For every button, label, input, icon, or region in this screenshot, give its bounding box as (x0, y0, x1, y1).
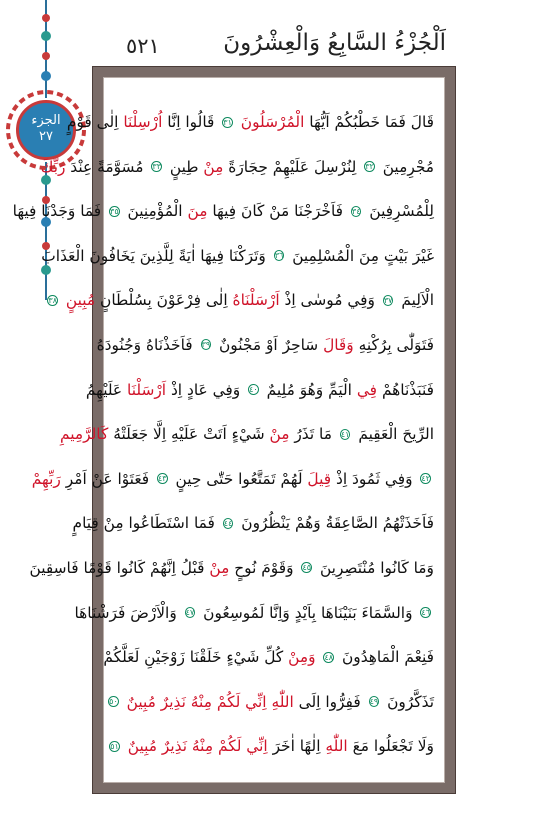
ayah-marker-icon: ٥١ (110, 741, 119, 751)
text-line (40, 145, 434, 190)
text-line (72, 501, 434, 546)
ayah-marker-icon: ٣٤ (351, 206, 361, 216)
text-segment: سَاحِرٌ اَوْ مَجْنُونٌ (214, 335, 324, 354)
text-segment: تَذَكَّرُونَ (382, 692, 434, 711)
page-header (100, 30, 450, 66)
text-segment: فَعَتَوْا عَنْ اَمْرِ (60, 469, 154, 488)
highlighted-word: مِنْ (203, 157, 224, 176)
juz-label: الجزء (31, 113, 61, 128)
text-line (85, 368, 434, 413)
ayah-marker-icon: ٣٩ (201, 340, 211, 350)
ayah-marker-icon: ٣٢ (365, 162, 374, 172)
text-segment: اِلٰى فِرْعَوْنَ بِسُلْطَانٍ (95, 291, 233, 310)
highlighted-word: قِيلَ (307, 469, 332, 488)
text-segment: عَلَيْهِمُ (85, 380, 128, 399)
highlighted-word: مِنْ (269, 425, 290, 444)
text-segment: وَفِي مُوسٰى اِذْ (279, 291, 380, 310)
text-segment: الرِّيحَ الْعَقِيمَ (353, 425, 434, 444)
text-segment: لِلْمُسْرِفِينَ (364, 202, 434, 221)
highlighted-word: اللّٰهِ اِنِّي لَكُمْ مِنْهُ نَذِيرٌ مُبِينٌ (126, 692, 294, 711)
text-line (12, 189, 434, 234)
ayah-marker-icon: ٣٧ (383, 295, 393, 305)
ayah-marker-icon: ٤٢ (421, 474, 430, 484)
highlighted-word: مِنْ (209, 558, 230, 577)
text-segment: مُسَوَّمَةً عِنْدَ (65, 157, 149, 176)
text-segment: اِلٰهًا اٰخَرَ (267, 737, 326, 756)
text-segment: وَالْاَرْضَ فَرَشْنَاهَا (74, 603, 182, 622)
text-segment: غَيْرَ بَيْتٍ مِنَ الْمُسْلِمِينَ (287, 246, 434, 265)
ayah-marker-icon: ٤٨ (324, 652, 334, 662)
highlighted-word: الْمُرْسَلُونَ (240, 113, 305, 131)
text-segment: فَتَوَلّٰى بِرُكْنِهِ (353, 335, 434, 354)
highlighted-word: رَبِّهِمْ (31, 469, 61, 488)
ayah-marker-icon: ٣٥ (110, 206, 119, 216)
text-line (31, 457, 434, 502)
highlighted-word: اَرْسَلْنَا (127, 380, 167, 399)
text-line (41, 234, 434, 279)
highlighted-word: اَرْسَلْنَاهُ (232, 291, 280, 310)
ayah-marker-icon: ٤٣ (158, 474, 167, 484)
juz-number: ٢٧ (39, 129, 53, 144)
highlighted-word: اِنِّي لَكُمْ مِنْهُ نَذِيرٌ مُبِينٌ (127, 737, 268, 756)
text-segment: وَفِي عَادٍ اِذْ (166, 380, 246, 399)
text-segment: لِنُرْسِلَ عَلَيْهِمْ حِجَارَةً (223, 157, 362, 176)
highlighted-word: مُبِينٍ (65, 291, 96, 310)
ayah-marker-icon: ٤٥ (302, 563, 312, 573)
text-segment: وَتَرَكْنَا فِيهَا اٰيَةً لِلَّذِينَ يَخَافُونَ الْعَذَابَ (41, 246, 271, 265)
text-segment: فَمَا اسْتَطَاعُوا مِنْ قِيَامٍ (72, 514, 220, 533)
ayah-marker-icon: ٣١ (223, 117, 232, 127)
text-segment: كُلِّ شَيْءٍ خَلَقْنَا زَوْجَيْنِ لَعَلَّكُمْ (103, 648, 289, 667)
text-segment: الْيَمِّ وَهُوَ مُلِيمٌ (261, 380, 357, 399)
text-segment: قَبْلُ اِنَّهُمْ كَانُوا قَوْمًا فَاسِقِينَ (29, 558, 210, 577)
text-segment: فَنِعْمَ الْمَاهِدُونَ (337, 648, 434, 667)
ayah-marker-icon: ٣٦ (274, 251, 284, 261)
text-segment: وَفِي ثَمُودَ اِذْ (331, 469, 418, 488)
text-line (60, 412, 434, 457)
highlighted-word: فِي (356, 380, 378, 399)
text-line (74, 591, 434, 636)
text-segment: طِينٍ (165, 157, 204, 176)
text-line (29, 546, 434, 591)
highlighted-word: مِنَ (187, 202, 208, 221)
text-segment: قَالُوا اِنَّا (162, 113, 220, 131)
ayah-marker-icon: ٤٧ (185, 608, 195, 618)
text-line (96, 323, 434, 368)
text-line (109, 680, 434, 725)
text-segment: الْمُؤْمِنِينَ (122, 202, 188, 221)
text-segment: اِلٰى قَوْمٍ (66, 113, 124, 131)
text-segment: وَلَا تَجْعَلُوا مَعَ (347, 737, 434, 756)
highlighted-word: اللّٰهِ (325, 737, 348, 756)
text-segment: فَاَخَذَتْهُمُ الصَّاعِقَةُ وَهُمْ يَنْظُرُونَ (236, 514, 434, 533)
text-segment: فَنَبَذْنَاهُمْ (377, 380, 434, 399)
page-number: ٥٢١ (126, 34, 160, 58)
highlighted-word: رَبِّكَ (40, 157, 66, 176)
ayah-marker-icon: ٣٨ (48, 295, 57, 305)
ayah-marker-icon: ٤١ (340, 429, 350, 439)
ayah-marker-icon: ٣٣ (152, 162, 162, 172)
highlighted-word: وَقَالَ (323, 335, 354, 354)
text-segment: فَمَا وَجَدْنَا فِيهَا (12, 202, 107, 221)
text-segment: لَهُمْ تَمَتَّعُوا حَتّٰى حِينٍ (170, 469, 308, 488)
text-line (66, 100, 434, 145)
text-segment: قَالَ فَمَا خَطْبُكُمْ اَيُّهَا (304, 113, 434, 131)
ayah-marker-icon: ٤٩ (369, 697, 379, 707)
text-segment: مَا تَذَرُ (289, 425, 337, 444)
text-segment: فَاَخْرَجْنَا مَنْ كَانَ فِيهَا (207, 202, 348, 221)
text-line (110, 724, 434, 769)
ayah-marker-icon: ٥٠ (109, 697, 118, 707)
highlighted-word: وَمِنْ (288, 648, 316, 667)
highlighted-word: كَالرَّمِيمِ (60, 425, 109, 444)
text-segment: وَمَا كَانُوا مُنْتَصِرِينَ (315, 558, 434, 577)
text-segment: فَاَخَذْنَاهُ وَجُنُودَهُ (96, 335, 198, 354)
juz-title: اَلْجُزْءُ السَّابِعُ وَالْعِشْرُونَ (223, 30, 446, 56)
text-segment: فَفِرُّوا اِلَى (293, 692, 366, 711)
text-segment: مُجْرِمِينَ (377, 157, 434, 176)
text-segment: وَقَوْمَ نُوحٍ (229, 558, 299, 577)
highlighted-word: اُرْسِلْنَا (123, 113, 163, 131)
text-segment: وَالسَّمَاءَ بَنَيْنَاهَا بِاَيْدٍ وَاِنَّا لَمُوسِعُونَ (198, 603, 418, 622)
text-segment (316, 648, 321, 666)
text-segment: شَيْءٍ اَتَتْ عَلَيْهِ اِلَّا جَعَلَتْهُ (108, 425, 270, 444)
text-line (48, 278, 434, 323)
ayah-marker-icon: ٤٤ (223, 518, 233, 528)
text-segment: الْاَلِيمَ (396, 291, 434, 310)
ayah-marker-icon: ٤٠ (249, 385, 258, 395)
ayah-marker-icon: ٤٦ (421, 608, 430, 618)
text-line (103, 635, 434, 680)
